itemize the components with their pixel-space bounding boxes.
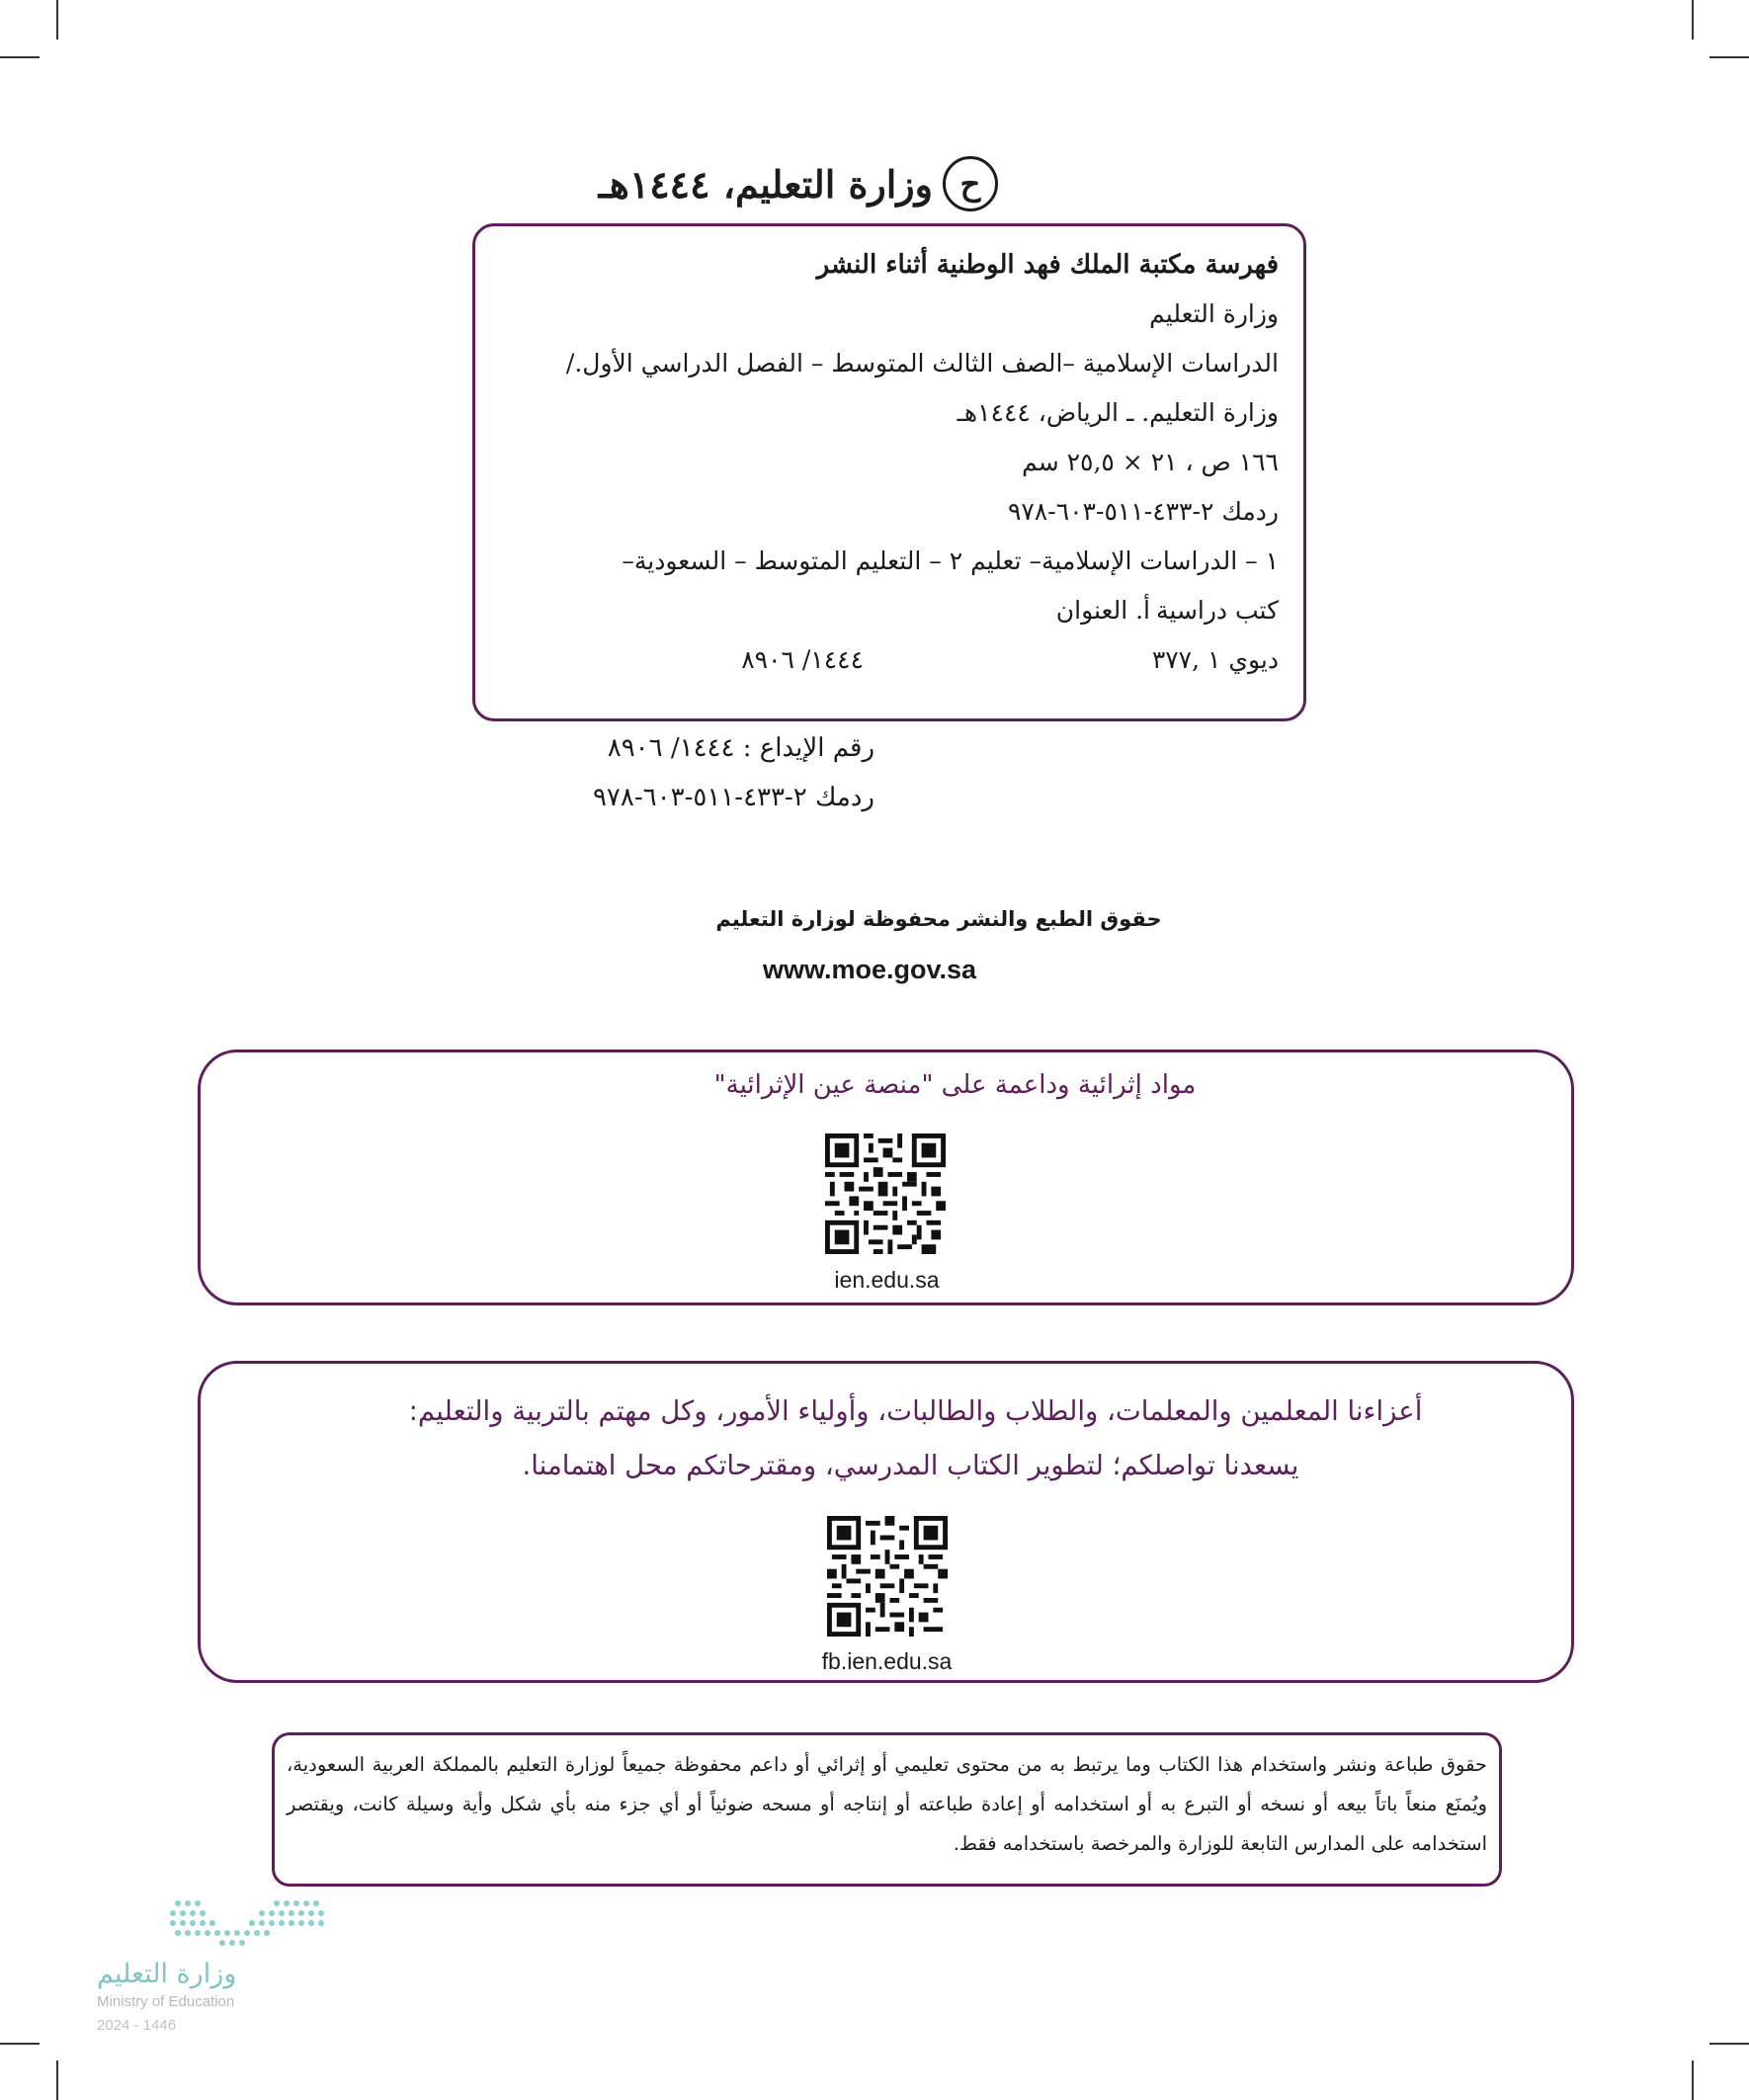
ministry-logo-arabic: وزارة التعليم (97, 1959, 237, 1989)
legal-notice: حقوق طباعة ونشر واستخدام هذا الكتاب وما يرتبط به من محتوى تعليمي أو إثرائي أو داعم محفوظة جميعاً لوزارة التعليم بالمملكة العربية السعودية، ويُمنَع منعاً باتاً بيعه أو نسخه أو التبرع به أو استخدامه أو إعادة طباعته أو إنتاجه أو مسحه ضوئياً أو أي جزء منه بأي شكل وأية وسيلة كانت، ويقتصر استخدامه على المدارس التابعة للوزارة والمرخصة باستخدامه فقط. (272, 1732, 1502, 1887)
rights-title: حقوق الطبع والنشر محفوظة لوزارة التعليم (715, 907, 1162, 931)
ministry-logo-english: Ministry of Education (97, 1993, 235, 2010)
ien-qr-code[interactable] (825, 1134, 946, 1254)
crop-mark (56, 2060, 58, 2100)
catalog-subject-left: أ. العنوان (1055, 596, 1150, 625)
deposit-number: رقم الإيداع : ١٤٤٤/ ٨٩٠٦ (607, 733, 874, 763)
feedback-line-1: أعزاءنا المعلمين والمعلمات، والطلاب والطالبات، وأولياء الأمور، وكل مهتم بالتربية والتعليم: (408, 1395, 1423, 1427)
ien-heading: مواد إثرائية وداعمة على "منصة عين الإثرائية" (713, 1070, 1197, 1100)
crop-mark (1692, 0, 1694, 40)
ministry-logo-icon (168, 1897, 326, 1952)
catalog-subjects (500, 586, 1279, 635)
catalog-box (472, 223, 1306, 721)
website-link[interactable]: www.moe.gov.sa (762, 955, 977, 984)
crop-mark (0, 2043, 40, 2045)
ien-qr-caption[interactable]: ien.edu.sa (834, 1267, 940, 1293)
catalog-title: فهرسة مكتبة الملك فهد الوطنية أثناء النشر (816, 250, 1279, 280)
catalog-subject-right: كتب دراسية (1156, 596, 1279, 625)
feedback-panel (198, 1361, 1574, 1683)
copyright-line (599, 156, 998, 211)
feedback-qr-caption[interactable]: fb.ien.edu.sa (821, 1648, 953, 1674)
crop-mark (1692, 2060, 1694, 2100)
crop-mark (1709, 2043, 1749, 2045)
ien-panel (198, 1050, 1574, 1305)
catalog-deposit-code: ١٤٤٤/ ٨٩٠٦ (741, 645, 864, 674)
catalog-line: ١ – الدراسات الإسلامية– تعليم ٢ – التعليم المتوسط – السعودية– (622, 546, 1279, 575)
crop-mark (0, 56, 40, 58)
copyright-text: وزارة التعليم، ١٤٤٤هـ (598, 161, 933, 207)
catalog-line: ١٦٦ ص ، ٢١ × ٢٥,٥ سم (1022, 448, 1279, 476)
catalog-dewey: ديوي ١ ,٣٧٧ (1151, 645, 1279, 674)
ministry-logo-year: 2024 - 1446 (97, 2017, 177, 2034)
catalog-line: وزارة التعليم (1149, 299, 1279, 328)
copyright-symbol: ح (943, 156, 998, 211)
catalog-dewey-row (500, 635, 1279, 685)
feedback-qr-code[interactable] (827, 1516, 948, 1637)
crop-mark (56, 0, 58, 40)
feedback-line-2: يسعدنا تواصلكم؛ لتطوير الكتاب المدرسي، ومقترحاتكم محل اهتمامنا. (522, 1450, 1299, 1481)
catalog-line: وزارة التعليم. ـ الرياض، ١٤٤٤هـ (957, 398, 1279, 427)
catalog-line: ردمك ٢-٤٣٣-٥١١-٦٠٣-٩٧٨ (1007, 497, 1279, 526)
catalog-line: الدراسات الإسلامية –الصف الثالث المتوسط – الفصل الدراسي الأول./ (565, 349, 1279, 378)
crop-mark (1709, 56, 1749, 58)
isbn: ردمك ٢-٤٣٣-٥١١-٦٠٣-٩٧٨ (592, 783, 874, 812)
